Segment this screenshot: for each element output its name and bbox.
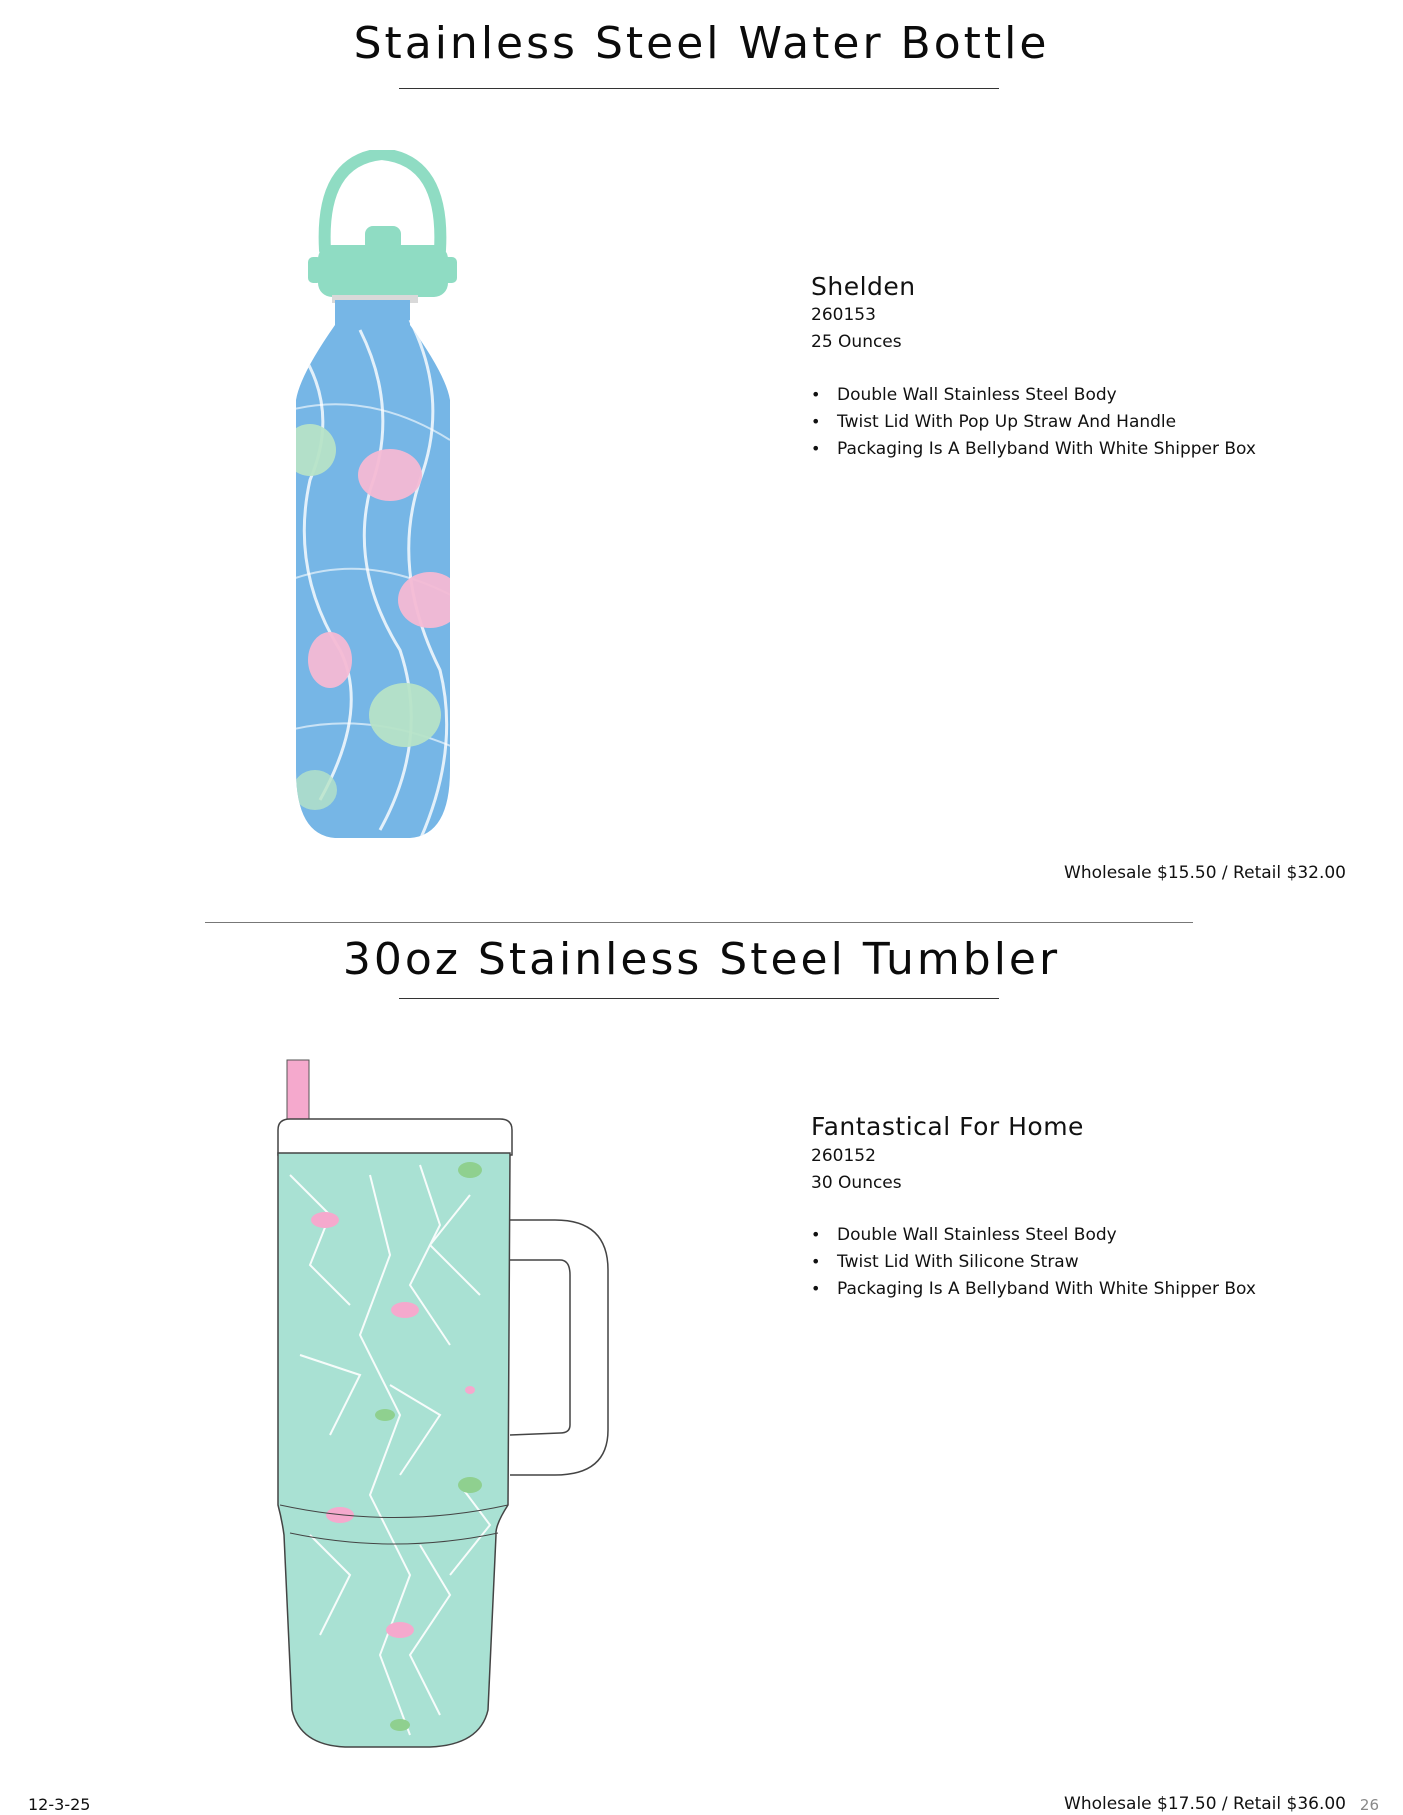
price-text: Wholesale $15.50 / Retail $32.00: [1064, 863, 1346, 883]
title-underline: [399, 88, 999, 89]
tumbler-image: [270, 1055, 620, 1755]
product-name: Shelden: [811, 272, 916, 301]
feature-item: • Double Wall Stainless Steel Body: [811, 1222, 1256, 1249]
section-title-tumbler: 30oz Stainless Steel Tumbler: [342, 934, 1061, 985]
feature-item: • Double Wall Stainless Steel Body: [811, 382, 1256, 409]
feature-item: • Packaging Is A Bellyband With White Shipper Box: [811, 1276, 1256, 1303]
product-name: Fantastical For Home: [811, 1112, 1084, 1141]
product-capacity: 30 Ounces: [811, 1173, 902, 1193]
product-capacity: 25 Ounces: [811, 332, 902, 352]
price-text: Wholesale $17.50 / Retail $36.00: [1064, 1794, 1346, 1814]
footer-date: 12-3-25: [28, 1795, 91, 1814]
feature-item: • Packaging Is A Bellyband With White Shipper Box: [811, 436, 1256, 463]
title-underline: [399, 998, 999, 999]
feature-item: • Twist Lid With Pop Up Straw And Handle: [811, 409, 1256, 436]
water-bottle-image: [280, 150, 500, 840]
feature-item: • Twist Lid With Silicone Straw: [811, 1249, 1256, 1276]
feature-list: [811, 1222, 1256, 1303]
page-number: 26: [1359, 1796, 1379, 1814]
feature-list: [811, 382, 1256, 463]
section-divider: [205, 922, 1193, 923]
section-title-water-bottle: Stainless Steel Water Bottle: [353, 18, 1050, 69]
product-sku: 260152: [811, 1146, 876, 1166]
product-sku: 260153: [811, 305, 876, 325]
